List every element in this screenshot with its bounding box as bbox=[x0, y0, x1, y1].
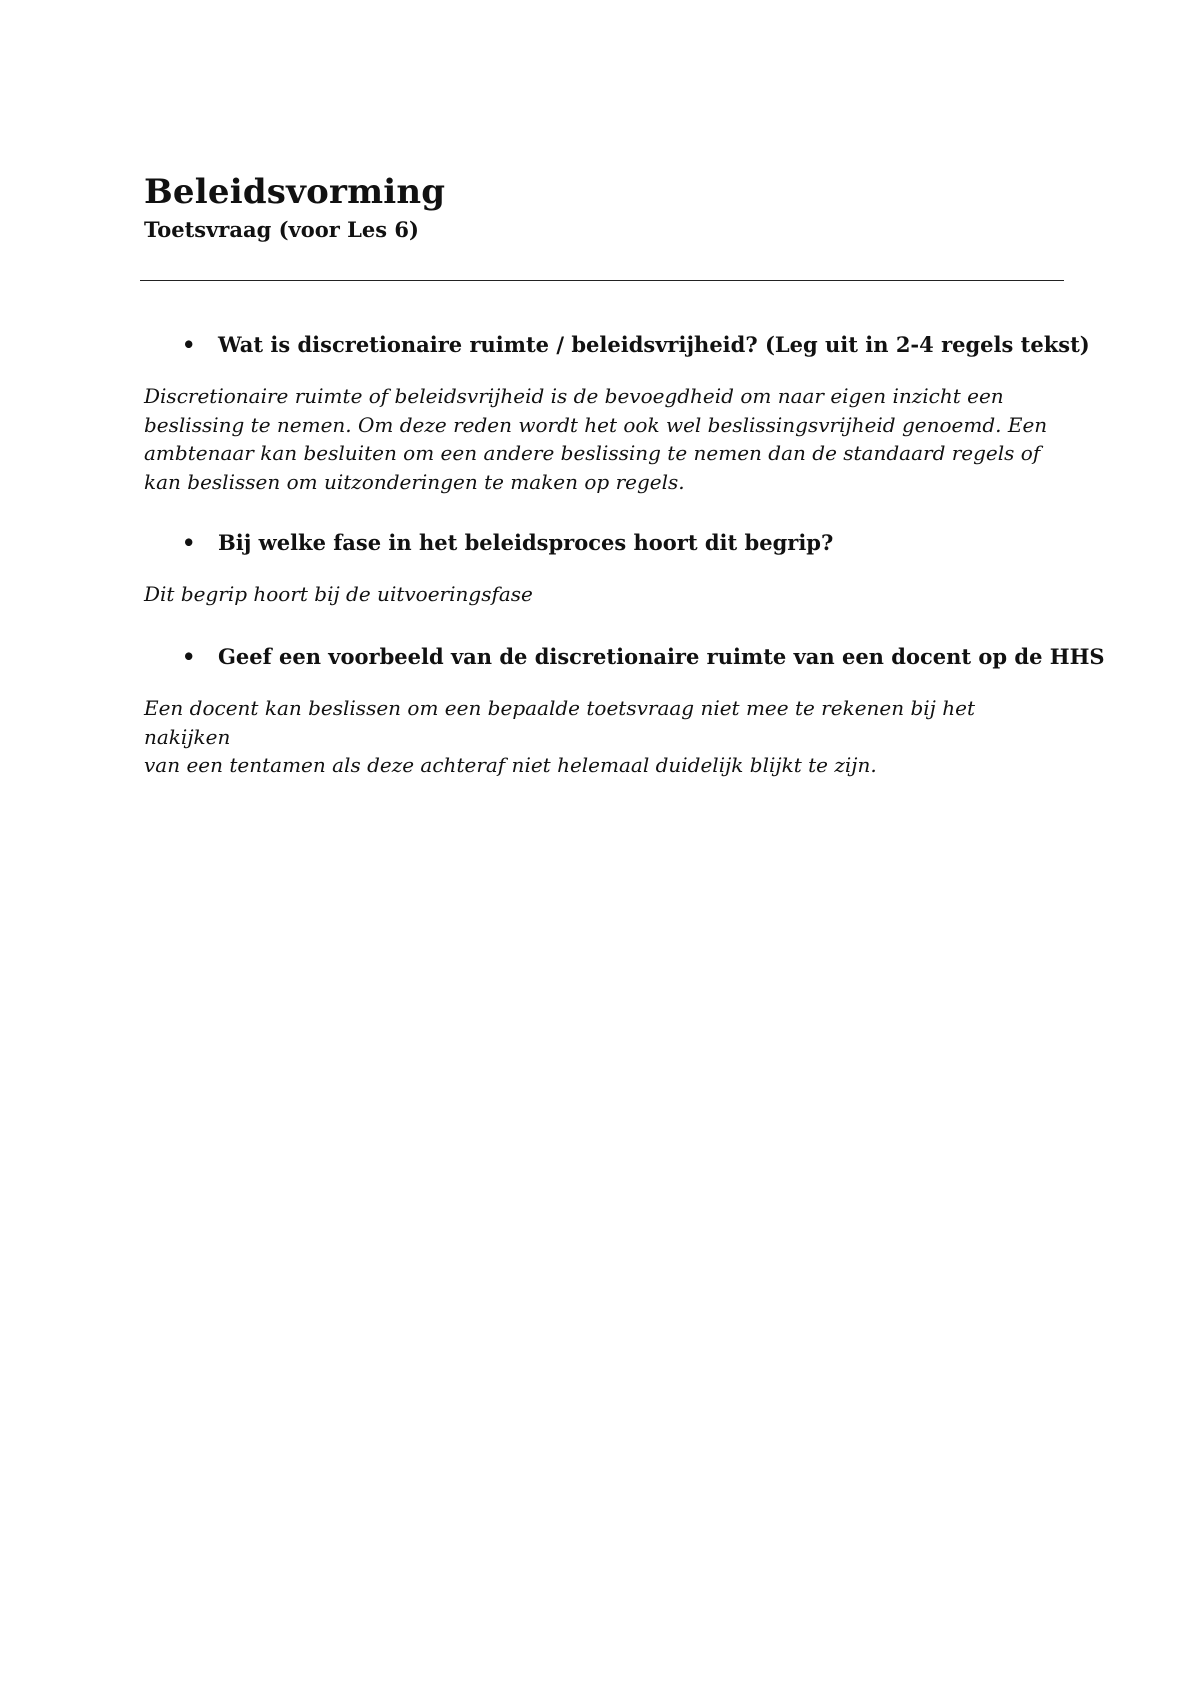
question-text: Wat is discretionaire ruimte / beleidsvrijheid? (Leg uit in 2-4 regels tekst) bbox=[218, 332, 1090, 357]
document-title: Beleidsvorming bbox=[144, 172, 446, 212]
answer-line: van een tentamen als deze achteraf niet helemaal duidelijk blijkt te zijn. bbox=[144, 753, 877, 777]
answer-2 bbox=[144, 580, 1064, 609]
answer-line: Dit begrip hoort bij de uitvoeringsfase bbox=[144, 582, 533, 606]
answer-line: beslissing te nemen. Om deze reden wordt het ook wel beslissingsvrijheid genoemd. Een bbox=[144, 412, 1048, 437]
answer-3 bbox=[144, 694, 1064, 780]
header-divider bbox=[140, 280, 1064, 281]
answer-line: kan beslissen om uitzonderingen te maken op regels. bbox=[144, 469, 685, 494]
answer-line: Een docent kan beslissen om een bepaalde toetsvraag niet mee te rekenen bij het nakijken bbox=[144, 696, 975, 749]
qa-block-2 bbox=[144, 528, 1064, 609]
bullet-icon: • bbox=[182, 644, 196, 669]
answer-line: ambtenaar kan besluiten om een andere beslissing te nemen dan de standaard regels of bbox=[144, 441, 1041, 465]
document-subtitle: Toetsvraag (voor Les 6) bbox=[144, 217, 419, 242]
question-3 bbox=[144, 642, 1105, 672]
question-1 bbox=[144, 330, 1090, 360]
bullet-icon: • bbox=[182, 530, 196, 555]
question-2 bbox=[144, 528, 1064, 558]
answer-1 bbox=[144, 382, 1064, 496]
bullet-icon: • bbox=[182, 332, 196, 357]
question-text: Geef een voorbeeld van de discretionaire ruimte van een docent op de HHS bbox=[218, 644, 1105, 669]
qa-block-1 bbox=[144, 330, 1090, 496]
qa-block-3 bbox=[144, 642, 1105, 780]
question-text: Bij welke fase in het beleidsproces hoort dit begrip? bbox=[218, 530, 834, 555]
answer-line: Discretionaire ruimte of beleidsvrijheid is de bevoegdheid om naar eigen inzicht een bbox=[144, 384, 1004, 408]
